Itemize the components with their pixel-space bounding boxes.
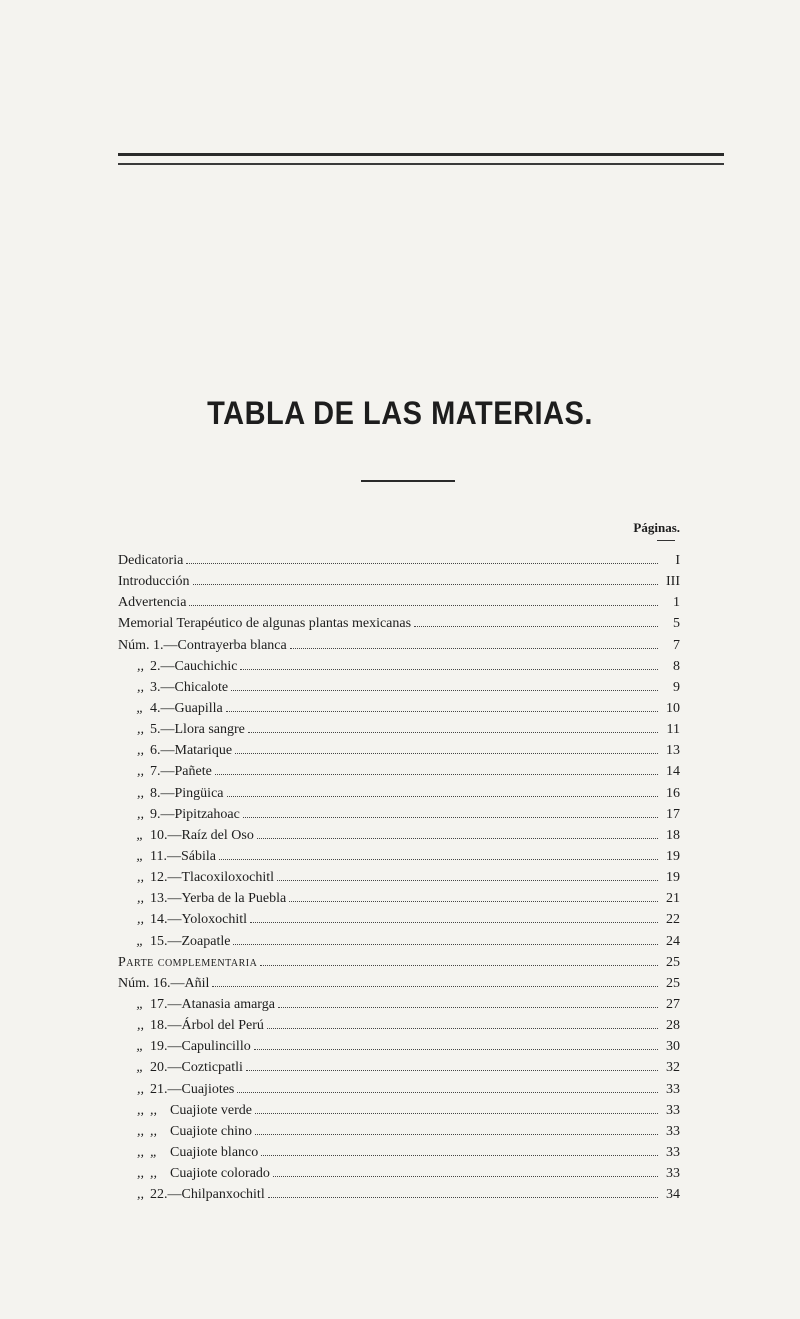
dot-leader bbox=[267, 1028, 658, 1029]
ditto-mark: ,, bbox=[137, 722, 144, 738]
ditto-mark: ,, bbox=[137, 743, 144, 759]
toc-entry-page: 7 bbox=[673, 637, 680, 653]
dot-leader bbox=[248, 732, 658, 733]
ditto-mark-secondary: ,, bbox=[150, 1102, 157, 1118]
dot-leader bbox=[186, 563, 658, 564]
top-rule-thin bbox=[118, 163, 724, 165]
toc-entry-page: 33 bbox=[666, 1123, 680, 1139]
toc-entry-page: 16 bbox=[666, 785, 680, 801]
dot-leader bbox=[246, 1070, 658, 1071]
dot-leader bbox=[193, 584, 658, 585]
toc-entry-page: I bbox=[675, 553, 680, 568]
ditto-mark: „ bbox=[136, 848, 144, 864]
ditto-mark: ,, bbox=[137, 1081, 144, 1097]
toc-entry-page: 34 bbox=[666, 1187, 680, 1203]
toc-entry-label: 17.—Atanasia amarga bbox=[150, 996, 275, 1012]
toc-entry bbox=[118, 1100, 680, 1121]
ditto-mark: ,, bbox=[137, 1166, 144, 1182]
dot-leader bbox=[289, 901, 658, 902]
toc-entry bbox=[118, 550, 680, 571]
toc-entry-page: 18 bbox=[666, 827, 680, 843]
toc-entry-page: 5 bbox=[673, 616, 680, 632]
toc-entry bbox=[118, 1163, 680, 1184]
toc-entry-label: 5.—Llora sangre bbox=[150, 722, 245, 738]
top-rule-thick bbox=[118, 153, 724, 156]
ditto-mark: ,, bbox=[137, 679, 144, 695]
dot-leader bbox=[233, 944, 658, 945]
toc-entry bbox=[118, 888, 680, 909]
ditto-mark: „ bbox=[136, 1039, 144, 1055]
toc-entry-label: Cuajiote chino bbox=[170, 1123, 253, 1139]
toc-entry-label: 12.—Tlacoxiloxochitl bbox=[150, 870, 275, 886]
title-divider bbox=[361, 480, 455, 482]
toc-entry bbox=[118, 1036, 680, 1057]
toc-entry-label: Núm. 1.—Contrayerba blanca bbox=[118, 637, 287, 653]
ditto-mark: ,, bbox=[137, 1187, 144, 1203]
ditto-mark: ,, bbox=[137, 1144, 144, 1160]
toc-entry-label: 19.—Capulincillo bbox=[150, 1039, 251, 1055]
toc-entry-label: 6.—Matarique bbox=[150, 743, 233, 759]
dot-leader bbox=[277, 880, 658, 881]
dot-leader bbox=[255, 1134, 658, 1135]
dot-leader bbox=[219, 859, 658, 860]
toc-entry-page: 13 bbox=[666, 743, 680, 759]
dot-leader bbox=[189, 605, 658, 606]
toc-entry-page: 19 bbox=[666, 870, 680, 886]
toc-entry-label: 2.—Cauchichic bbox=[150, 658, 238, 674]
toc-entry bbox=[118, 994, 680, 1015]
toc-entry-label: 11.—Sábila bbox=[150, 848, 216, 864]
toc-entry-page: 1 bbox=[673, 595, 680, 611]
toc-entry bbox=[118, 677, 680, 698]
toc-entry bbox=[118, 1121, 680, 1142]
toc-entry-page: 17 bbox=[666, 806, 680, 822]
dot-leader bbox=[290, 648, 658, 649]
ditto-mark: ,, bbox=[137, 764, 144, 780]
toc-entry-page: 28 bbox=[666, 1018, 680, 1034]
dot-leader bbox=[231, 690, 658, 691]
toc-entry-label: Parte complementaria bbox=[118, 954, 258, 970]
dot-leader bbox=[240, 669, 658, 670]
toc-entry-page: 22 bbox=[666, 912, 680, 928]
dot-leader bbox=[226, 711, 658, 712]
table-of-contents bbox=[118, 550, 680, 1205]
toc-entry bbox=[118, 909, 680, 930]
pages-header-underline bbox=[657, 540, 675, 541]
ditto-mark: „ bbox=[136, 1060, 144, 1076]
toc-entry-label: Cuajiote colorado bbox=[170, 1166, 270, 1182]
toc-entry-label: 13.—Yerba de la Puebla bbox=[150, 891, 287, 907]
toc-entry-label: Núm. 16.—Añil bbox=[118, 975, 210, 991]
toc-entry bbox=[118, 931, 680, 952]
ditto-mark: „ bbox=[136, 700, 144, 716]
toc-entry bbox=[118, 1015, 680, 1036]
toc-entry-label: 4.—Guapilla bbox=[150, 700, 223, 716]
ditto-mark-secondary: ,, bbox=[150, 1123, 157, 1139]
toc-entry-label: 15.—Zoapatle bbox=[150, 933, 231, 949]
toc-entry-label: 3.—Chicalote bbox=[150, 679, 229, 695]
toc-entry-page: 8 bbox=[673, 658, 680, 674]
ditto-mark: ,, bbox=[137, 891, 144, 907]
toc-entry-page: 9 bbox=[673, 679, 680, 695]
toc-entry bbox=[118, 952, 680, 973]
ditto-mark-secondary: „ bbox=[150, 1144, 158, 1160]
dot-leader bbox=[273, 1176, 658, 1177]
toc-entry-label: Introducción bbox=[118, 574, 190, 590]
toc-entry-label: 9.—Pipitzahoac bbox=[150, 806, 240, 822]
toc-entry-label: 18.—Árbol del Perú bbox=[150, 1018, 264, 1034]
toc-entry-label: 22.—Chilpanxochitl bbox=[150, 1187, 265, 1203]
ditto-mark: ,, bbox=[137, 785, 144, 801]
toc-entry bbox=[118, 592, 680, 613]
dot-leader bbox=[243, 817, 658, 818]
dot-leader bbox=[414, 626, 658, 627]
toc-entry bbox=[118, 846, 680, 867]
ditto-mark: ,, bbox=[137, 658, 144, 674]
toc-entry bbox=[118, 613, 680, 634]
toc-entry-page: III bbox=[666, 574, 680, 590]
ditto-mark: ,, bbox=[137, 1123, 144, 1139]
dot-leader bbox=[227, 796, 659, 797]
toc-entry bbox=[118, 635, 680, 656]
ditto-mark: „ bbox=[136, 933, 144, 949]
toc-entry-page: 32 bbox=[666, 1060, 680, 1076]
toc-entry bbox=[118, 1079, 680, 1100]
toc-entry-page: 30 bbox=[666, 1039, 680, 1055]
toc-entry-page: 33 bbox=[666, 1102, 680, 1118]
toc-entry-label: Advertencia bbox=[118, 595, 187, 611]
pages-column-header: Páginas. bbox=[633, 520, 680, 535]
toc-entry-page: 24 bbox=[666, 933, 680, 949]
toc-entry bbox=[118, 740, 680, 761]
dot-leader bbox=[235, 753, 658, 754]
toc-entry-page: 10 bbox=[666, 700, 680, 716]
toc-entry-page: 14 bbox=[666, 764, 680, 780]
toc-entry bbox=[118, 719, 680, 740]
toc-entry-page: 33 bbox=[666, 1166, 680, 1182]
ditto-mark-secondary: ,, bbox=[150, 1166, 157, 1182]
dot-leader bbox=[260, 965, 658, 966]
toc-entry bbox=[118, 656, 680, 677]
ditto-mark: ,, bbox=[137, 806, 144, 822]
dot-leader bbox=[268, 1197, 658, 1198]
toc-entry-page: 33 bbox=[666, 1081, 680, 1097]
toc-entry-label: 20.—Cozticpatli bbox=[150, 1060, 243, 1076]
toc-entry-label: Memorial Terapéutico de algunas plantas mexicanas bbox=[118, 616, 412, 632]
toc-entry bbox=[118, 698, 680, 719]
dot-leader bbox=[261, 1155, 658, 1156]
toc-entry bbox=[118, 1184, 680, 1205]
toc-entry-label: Dedicatoria bbox=[118, 553, 184, 568]
ditto-mark: ,, bbox=[137, 912, 144, 928]
toc-entry-page: 27 bbox=[666, 996, 680, 1012]
toc-entry-label: Cuajiote blanco bbox=[170, 1144, 259, 1160]
dot-leader bbox=[250, 922, 658, 923]
toc-entry-label: 21.—Cuajiotes bbox=[150, 1081, 235, 1097]
toc-entry-page: 33 bbox=[666, 1144, 680, 1160]
toc-entry-label: Cuajiote verde bbox=[170, 1102, 253, 1118]
ditto-mark: ,, bbox=[137, 870, 144, 886]
toc-entry-label: 7.—Pañete bbox=[150, 764, 212, 780]
dot-leader bbox=[257, 838, 658, 839]
toc-entry-page: 21 bbox=[666, 891, 680, 907]
ditto-mark: ,, bbox=[137, 1102, 144, 1118]
toc-entry-page: 19 bbox=[666, 848, 680, 864]
toc-entry-page: 11 bbox=[666, 722, 680, 738]
toc-entry-label: 8.—Pingüica bbox=[150, 785, 224, 801]
toc-entry bbox=[118, 804, 680, 825]
page-title: TABLA DE LAS MATERIAS. bbox=[207, 396, 593, 432]
toc-entry bbox=[118, 867, 680, 888]
toc-entry bbox=[118, 1142, 680, 1163]
dot-leader bbox=[237, 1092, 658, 1093]
dot-leader bbox=[254, 1049, 658, 1050]
dot-leader bbox=[215, 774, 658, 775]
toc-entry bbox=[118, 1057, 680, 1078]
toc-entry-page: 25 bbox=[666, 975, 680, 991]
ditto-mark: „ bbox=[136, 996, 144, 1012]
toc-entry-label: 14.—Yoloxochitl bbox=[150, 912, 247, 928]
dot-leader bbox=[278, 1007, 658, 1008]
dot-leader bbox=[255, 1113, 658, 1114]
toc-entry bbox=[118, 825, 680, 846]
toc-entry bbox=[118, 761, 680, 782]
toc-entry bbox=[118, 571, 680, 592]
ditto-mark: ,, bbox=[137, 1018, 144, 1034]
toc-entry bbox=[118, 973, 680, 994]
toc-entry-label: 10.—Raíz del Oso bbox=[150, 827, 254, 843]
toc-entry bbox=[118, 783, 680, 804]
toc-entry-page: 25 bbox=[666, 954, 680, 970]
ditto-mark: „ bbox=[136, 827, 144, 843]
dot-leader bbox=[212, 986, 658, 987]
